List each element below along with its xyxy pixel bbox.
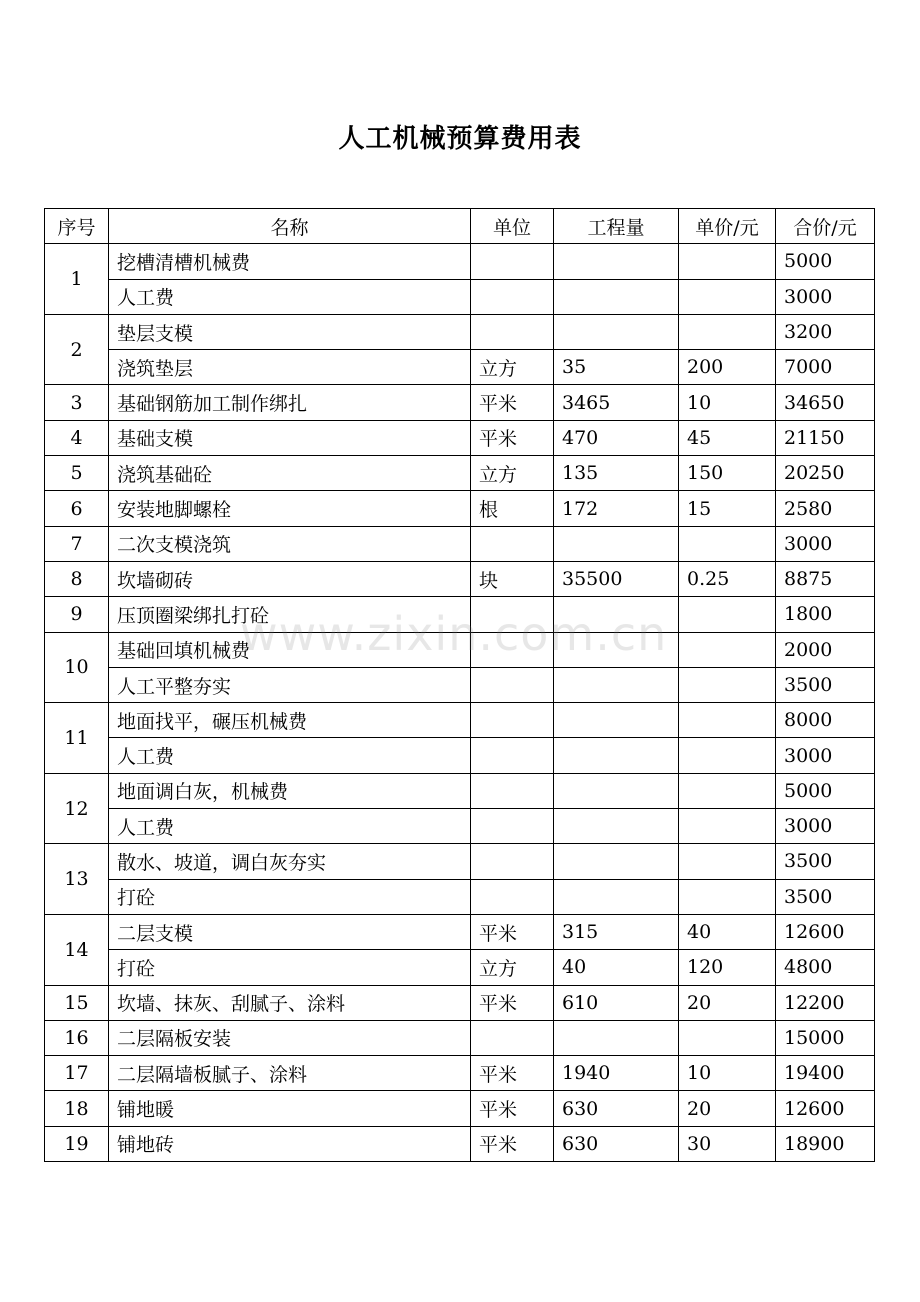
cell-name: 人工费 (109, 279, 471, 314)
cell-total: 12200 (776, 985, 875, 1020)
table-row (45, 914, 875, 949)
cell-quantity: 35 (554, 350, 679, 385)
cell-name: 人工费 (109, 738, 471, 773)
cell-name: 二次支模浇筑 (109, 526, 471, 561)
cell-quantity (554, 244, 679, 279)
cell-no: 19 (45, 1126, 109, 1161)
cell-name: 浇筑基础砼 (109, 456, 471, 491)
header-no: 序号 (45, 209, 109, 244)
cell-quantity (554, 703, 679, 738)
cell-total: 3000 (776, 279, 875, 314)
cell-total: 5000 (776, 244, 875, 279)
header-unit: 单位 (471, 209, 554, 244)
cell-total: 3500 (776, 879, 875, 914)
cell-total: 7000 (776, 350, 875, 385)
cell-name: 压顶圈梁绑扎打砼 (109, 597, 471, 632)
cell-quantity: 172 (554, 491, 679, 526)
cell-no: 6 (45, 491, 109, 526)
cell-quantity: 470 (554, 420, 679, 455)
cell-no: 4 (45, 420, 109, 455)
cell-unit-price (679, 879, 776, 914)
cell-total: 3000 (776, 738, 875, 773)
table-row (45, 279, 875, 314)
cell-unit (471, 738, 554, 773)
cell-name: 散水、坡道，调白灰夯实 (109, 844, 471, 879)
cell-total: 21150 (776, 420, 875, 455)
cell-name: 地面找平，碾压机械费 (109, 703, 471, 738)
cell-unit (471, 279, 554, 314)
cell-quantity: 135 (554, 456, 679, 491)
cell-name: 基础钢筋加工制作绑扎 (109, 385, 471, 420)
cell-unit-price (679, 314, 776, 349)
header-quantity: 工程量 (554, 209, 679, 244)
cell-quantity: 315 (554, 914, 679, 949)
cell-total: 3200 (776, 314, 875, 349)
cell-total: 34650 (776, 385, 875, 420)
cell-unit: 平米 (471, 985, 554, 1020)
cell-no: 10 (45, 632, 109, 703)
cell-quantity (554, 632, 679, 667)
cell-unit (471, 1020, 554, 1055)
cell-total: 3500 (776, 667, 875, 702)
cell-name: 铺地暖 (109, 1091, 471, 1126)
cell-name: 基础回填机械费 (109, 632, 471, 667)
cell-total: 1800 (776, 597, 875, 632)
cell-no: 5 (45, 456, 109, 491)
watermark: www.zixin.com.cn (240, 607, 668, 661)
cell-name: 二层隔墙板腻子、涂料 (109, 1056, 471, 1091)
cell-name: 基础支模 (109, 420, 471, 455)
table-header-row (45, 209, 875, 244)
cell-unit-price: 20 (679, 1091, 776, 1126)
cell-name: 挖槽清槽机械费 (109, 244, 471, 279)
cell-name: 打砼 (109, 879, 471, 914)
cell-unit-price: 150 (679, 456, 776, 491)
cell-total: 8000 (776, 703, 875, 738)
cell-no: 11 (45, 703, 109, 774)
cell-name: 二层支模 (109, 914, 471, 949)
table-row (45, 985, 875, 1020)
cell-unit: 块 (471, 561, 554, 596)
cell-quantity (554, 526, 679, 561)
cell-unit-price (679, 844, 776, 879)
cell-unit (471, 879, 554, 914)
cell-total: 20250 (776, 456, 875, 491)
cell-name: 坎墙、抹灰、刮腻子、涂料 (109, 985, 471, 1020)
cell-name: 安装地脚螺栓 (109, 491, 471, 526)
cell-quantity: 40 (554, 950, 679, 985)
cell-unit-price (679, 632, 776, 667)
cell-name: 地面调白灰，机械费 (109, 773, 471, 808)
cell-unit-price (679, 597, 776, 632)
cell-unit (471, 632, 554, 667)
cell-total: 8875 (776, 561, 875, 596)
cell-total: 12600 (776, 1091, 875, 1126)
cell-quantity: 630 (554, 1091, 679, 1126)
table-row (45, 350, 875, 385)
cell-unit-price (679, 279, 776, 314)
cell-name: 人工平整夯实 (109, 667, 471, 702)
cell-unit (471, 703, 554, 738)
cell-total: 18900 (776, 1126, 875, 1161)
cell-unit-price (679, 526, 776, 561)
cell-name: 打砼 (109, 950, 471, 985)
table-row (45, 597, 875, 632)
cell-name: 坎墙砌砖 (109, 561, 471, 596)
table-row (45, 491, 875, 526)
cell-quantity (554, 1020, 679, 1055)
cell-no: 13 (45, 844, 109, 915)
cell-unit (471, 844, 554, 879)
cell-quantity: 630 (554, 1126, 679, 1161)
cell-total: 2000 (776, 632, 875, 667)
table-row (45, 1091, 875, 1126)
cell-unit-price (679, 809, 776, 844)
cell-total: 5000 (776, 773, 875, 808)
cell-quantity (554, 773, 679, 808)
cell-name: 二层隔板安装 (109, 1020, 471, 1055)
cell-no: 15 (45, 985, 109, 1020)
cell-unit (471, 597, 554, 632)
cell-quantity (554, 314, 679, 349)
cell-unit-price: 120 (679, 950, 776, 985)
table-row (45, 561, 875, 596)
header-name: 名称 (109, 209, 471, 244)
cell-no: 12 (45, 773, 109, 844)
table-row (45, 420, 875, 455)
cell-name: 铺地砖 (109, 1126, 471, 1161)
cell-unit-price: 0.25 (679, 561, 776, 596)
cell-quantity (554, 597, 679, 632)
cell-quantity (554, 809, 679, 844)
table-row (45, 703, 875, 738)
cell-no: 16 (45, 1020, 109, 1055)
cell-unit: 平米 (471, 1056, 554, 1091)
table-row (45, 1020, 875, 1055)
table-row (45, 879, 875, 914)
cell-quantity (554, 667, 679, 702)
cell-unit-price (679, 1020, 776, 1055)
table-row (45, 950, 875, 985)
cell-unit-price (679, 738, 776, 773)
cell-total: 15000 (776, 1020, 875, 1055)
cell-name: 人工费 (109, 809, 471, 844)
cell-unit-price (679, 244, 776, 279)
budget-table (44, 208, 875, 1162)
cell-no: 14 (45, 914, 109, 985)
table-row (45, 244, 875, 279)
table-row (45, 809, 875, 844)
cell-unit-price (679, 667, 776, 702)
cell-total: 19400 (776, 1056, 875, 1091)
table-row (45, 385, 875, 420)
table-row (45, 844, 875, 879)
cell-total: 3000 (776, 526, 875, 561)
cell-no: 7 (45, 526, 109, 561)
cell-quantity: 1940 (554, 1056, 679, 1091)
cell-no: 3 (45, 385, 109, 420)
cell-no: 1 (45, 244, 109, 315)
table-body (45, 244, 875, 1162)
cell-unit-price: 10 (679, 1056, 776, 1091)
cell-quantity (554, 279, 679, 314)
cell-quantity: 35500 (554, 561, 679, 596)
header-total: 合价/元 (776, 209, 875, 244)
cell-quantity: 3465 (554, 385, 679, 420)
cell-total: 2580 (776, 491, 875, 526)
cell-quantity (554, 844, 679, 879)
cell-unit: 立方 (471, 350, 554, 385)
cell-unit: 立方 (471, 456, 554, 491)
cell-quantity (554, 738, 679, 773)
cell-unit: 平米 (471, 1091, 554, 1126)
cell-unit-price: 10 (679, 385, 776, 420)
header-unit-price: 单价/元 (679, 209, 776, 244)
cell-no: 2 (45, 314, 109, 385)
cell-unit: 平米 (471, 420, 554, 455)
cell-unit (471, 667, 554, 702)
table-row (45, 773, 875, 808)
cell-unit (471, 809, 554, 844)
cell-total: 3000 (776, 809, 875, 844)
cell-unit (471, 314, 554, 349)
cell-unit: 立方 (471, 950, 554, 985)
table-row (45, 1126, 875, 1161)
table-row (45, 456, 875, 491)
table-row (45, 667, 875, 702)
cell-unit-price: 30 (679, 1126, 776, 1161)
page-title: 人工机械预算费用表 (338, 124, 582, 154)
cell-unit-price: 45 (679, 420, 776, 455)
cell-unit: 平米 (471, 914, 554, 949)
cell-total: 3500 (776, 844, 875, 879)
cell-unit-price (679, 773, 776, 808)
cell-unit-price: 40 (679, 914, 776, 949)
cell-unit (471, 244, 554, 279)
table-row (45, 314, 875, 349)
cell-unit (471, 773, 554, 808)
cell-quantity (554, 879, 679, 914)
cell-unit: 平米 (471, 1126, 554, 1161)
cell-name: 浇筑垫层 (109, 350, 471, 385)
cell-total: 12600 (776, 914, 875, 949)
cell-quantity: 610 (554, 985, 679, 1020)
cell-no: 18 (45, 1091, 109, 1126)
cell-unit: 根 (471, 491, 554, 526)
cell-no: 17 (45, 1056, 109, 1091)
cell-unit-price: 15 (679, 491, 776, 526)
table-row (45, 526, 875, 561)
table-row (45, 632, 875, 667)
table-row (45, 1056, 875, 1091)
cell-total: 4800 (776, 950, 875, 985)
cell-unit-price (679, 703, 776, 738)
cell-unit-price: 20 (679, 985, 776, 1020)
cell-no: 8 (45, 561, 109, 596)
cell-name: 垫层支模 (109, 314, 471, 349)
cell-unit: 平米 (471, 385, 554, 420)
cell-unit-price: 200 (679, 350, 776, 385)
cell-no: 9 (45, 597, 109, 632)
cell-unit (471, 526, 554, 561)
table-row (45, 738, 875, 773)
